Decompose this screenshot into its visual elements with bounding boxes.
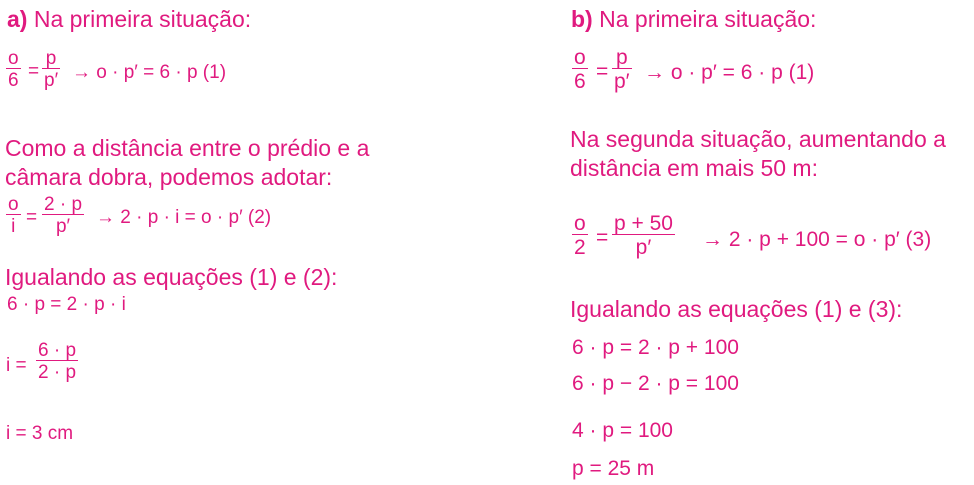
fraction-denominator: 6 — [574, 70, 586, 93]
fraction-bar — [6, 214, 21, 215]
equals-sign: = — [26, 207, 38, 228]
fraction-bar — [36, 360, 78, 361]
fraction-p-over-pprime — [42, 49, 60, 90]
part-b-letter: b) — [571, 6, 593, 32]
fraction-numerator: 6 · p — [38, 340, 77, 361]
fraction-bar — [572, 234, 588, 235]
fraction-p-plus-50-over-pprime — [612, 213, 675, 258]
fraction-numerator: p — [45, 48, 57, 69]
fraction-denominator: p′ — [55, 216, 71, 237]
fraction-2p-over-pprime — [42, 195, 84, 236]
equals-sign: = — [596, 226, 609, 249]
fraction-denominator: p′ — [635, 236, 652, 259]
part-b-result: p = 25 m — [572, 457, 655, 480]
part-b-line-2: 6 · p − 2 · p = 100 — [572, 372, 739, 395]
fraction-numerator: p — [615, 46, 628, 69]
fraction-denominator: i — [11, 216, 16, 237]
part-a-paragraph-line-2: câmara dobra, podemos adotar: — [5, 164, 333, 190]
fraction-denominator: p′ — [614, 70, 630, 93]
part-b-heading-text: Na primeira situação: — [599, 6, 817, 32]
part-a-line-1: 6 · p = 2 · p · i — [7, 294, 126, 315]
fraction-denominator: 2 — [574, 236, 586, 259]
fraction-denominator: p′ — [44, 70, 59, 91]
part-a-result: i = 3 cm — [6, 423, 74, 444]
part-b-heading — [571, 8, 816, 31]
part-b-line-3: 4 · p = 100 — [572, 419, 673, 442]
fraction-numerator: o — [574, 212, 586, 235]
fraction-o-over-6 — [572, 47, 588, 92]
part-b-paragraph-line-2: distância em mais 50 m: — [570, 155, 818, 181]
part-b-line-1: 6 · p = 2 · p + 100 — [572, 336, 739, 359]
fraction-numerator: p + 50 — [614, 212, 673, 235]
part-a-paragraph-line-1: Como a distância entre o prédio e a — [5, 135, 370, 161]
fraction-numerator: o — [574, 46, 586, 69]
fraction-bar — [572, 68, 588, 69]
fraction-numerator: 2 · p — [44, 194, 83, 215]
equals-sign: = — [596, 60, 609, 83]
fraction-numerator: o — [8, 48, 19, 69]
fraction-bar — [42, 68, 60, 69]
fraction-o-over-i — [6, 195, 21, 236]
fraction-denominator: 2 · p — [38, 362, 77, 383]
fraction-o-over-6 — [6, 49, 21, 90]
part-a-letter: a) — [7, 6, 28, 32]
fraction-numerator: o — [8, 194, 19, 215]
equation-rest: → 2 · p + 100 = o · p′ (3) — [702, 228, 932, 251]
fraction-bar — [6, 68, 21, 69]
fraction-lhs: i = — [6, 355, 27, 376]
fraction-bar — [42, 214, 84, 215]
equation-rest: → o · p′ = 6 · p (1) — [644, 61, 815, 84]
part-a-heading-text: Na primeira situação: — [33, 6, 252, 32]
part-b-paragraph-line-1: Na segunda situação, aumentando a — [570, 126, 946, 152]
part-b-equalize-text: Igualando as equações (1) e (3): — [570, 296, 903, 322]
part-a-equalize-text: Igualando as equações (1) e (2): — [5, 264, 338, 290]
equals-sign: = — [28, 61, 40, 82]
fraction-denominator: 6 — [8, 70, 19, 91]
part-a-heading — [7, 8, 251, 31]
fraction-p-over-pprime — [612, 47, 632, 92]
equation-rest: → o · p′ = 6 · p (1) — [72, 62, 227, 83]
fraction-o-over-2 — [572, 213, 588, 258]
fraction-bar — [612, 234, 675, 235]
fraction-bar — [612, 68, 632, 69]
equation-rest: → 2 · p · i = o · p′ (2) — [96, 207, 272, 228]
fraction-6p-over-2p — [36, 341, 78, 382]
